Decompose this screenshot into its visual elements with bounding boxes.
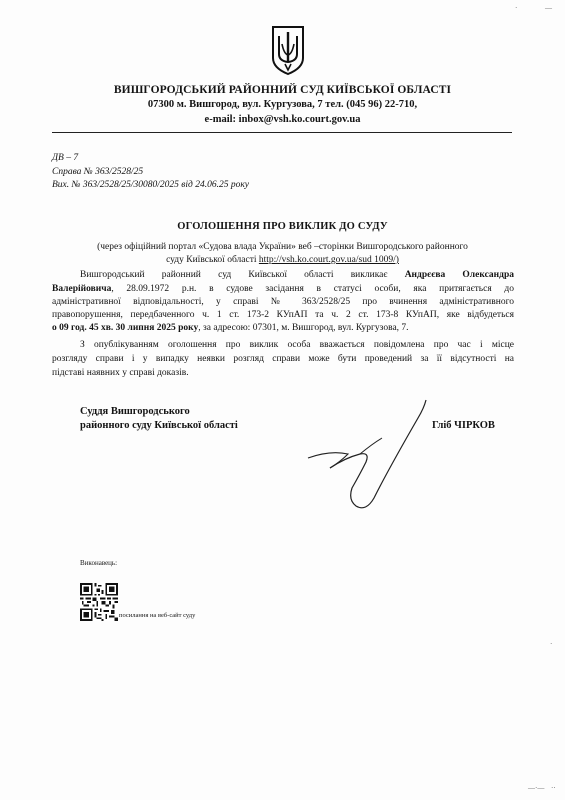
summons-line-3: адміністративної відповідальності, у справі № 363/2528/25 про вчинення адміністративного bbox=[52, 297, 514, 307]
scan-mark: ·· bbox=[551, 784, 556, 792]
hearing-address: , за адресою: 07301, м. Вишгород, вул. Кургузова, 7. bbox=[198, 323, 409, 333]
qr-caption: посилання на веб-сайт суду bbox=[119, 612, 196, 619]
qr-code-icon bbox=[80, 583, 118, 621]
court-address: 07300 м. Вишгород, вул. Кургузова, 7 тел. (045 96) 22-710, bbox=[147, 99, 418, 110]
summons-line-5 bbox=[52, 323, 409, 333]
judge-name: Гліб ЧІРКОВ bbox=[432, 420, 495, 431]
person-name-part2: Валерійовича bbox=[52, 284, 112, 294]
judge-title-line-2: районного суду Київської області bbox=[80, 420, 238, 431]
outgoing-number: Вих. № 363/2528/25/30080/2025 від 24.06.25 року bbox=[52, 180, 250, 190]
handwritten-signature bbox=[290, 388, 435, 528]
summons-line-4: правопорушення, передбаченного ч. 1 ст. 173-2 КУпАП та ч. 2 ст. 173-8 КУпАП, яке відбудеться bbox=[52, 310, 514, 320]
scan-mark: —·— bbox=[528, 784, 545, 792]
coat-of-arms-icon bbox=[270, 24, 306, 76]
notice-line-2: розгляду справи і у випадку неявки розгляд справи може бути проведений за її відсутності на bbox=[52, 354, 514, 364]
summons-line-2 bbox=[52, 284, 514, 294]
judge-title-line-1: Суддя Вишгородського bbox=[80, 406, 190, 417]
hearing-datetime: о 09 год. 45 хв. 30 липня 2025 року bbox=[52, 323, 199, 333]
scan-mark: · bbox=[550, 640, 553, 648]
portal-prefix: суду Київської області bbox=[166, 255, 259, 265]
scan-mark: · bbox=[515, 4, 518, 12]
court-email: e-mail: inbox@vsh.ko.court.gov.ua bbox=[204, 114, 361, 125]
person-details: , 28.09.1972 р.н. в судове засідання в статусі особи, яка притягається до bbox=[111, 284, 514, 294]
case-number: Справа № 363/2528/25 bbox=[52, 167, 144, 177]
scan-mark: — bbox=[545, 4, 552, 12]
court-name: ВИШГОРОДСЬКИЙ РАЙОННИЙ СУД КИЇВСЬКОЇ ОБЛАСТІ bbox=[113, 84, 452, 96]
notice-line-1: З опублікуванням оголошення про виклик особа вважається повідомлена про час і місце bbox=[80, 340, 514, 350]
portal-line-1: (через офіційний портал «Судова влада України» веб –сторінки Вишгородського районного bbox=[97, 242, 468, 252]
portal-line-2 bbox=[0, 255, 565, 265]
summons-line-1 bbox=[80, 270, 514, 280]
header-divider bbox=[52, 132, 512, 133]
executor-label: Виконавець: bbox=[80, 559, 118, 567]
notice-line-3: підставі наявних у справі доказів. bbox=[52, 368, 189, 378]
summons-intro: Вишгородський районний суд Київської області викликає bbox=[80, 270, 405, 280]
court-website-link[interactable]: http://vsh.ko.court.gov.ua/sud 1009/) bbox=[258, 255, 399, 265]
person-name-part1: Андрєєва Олександра bbox=[404, 270, 514, 280]
document-title: ОГОЛОШЕННЯ ПРО ВИКЛИК ДО СУДУ bbox=[177, 221, 388, 232]
form-code: ДВ – 7 bbox=[52, 153, 79, 163]
